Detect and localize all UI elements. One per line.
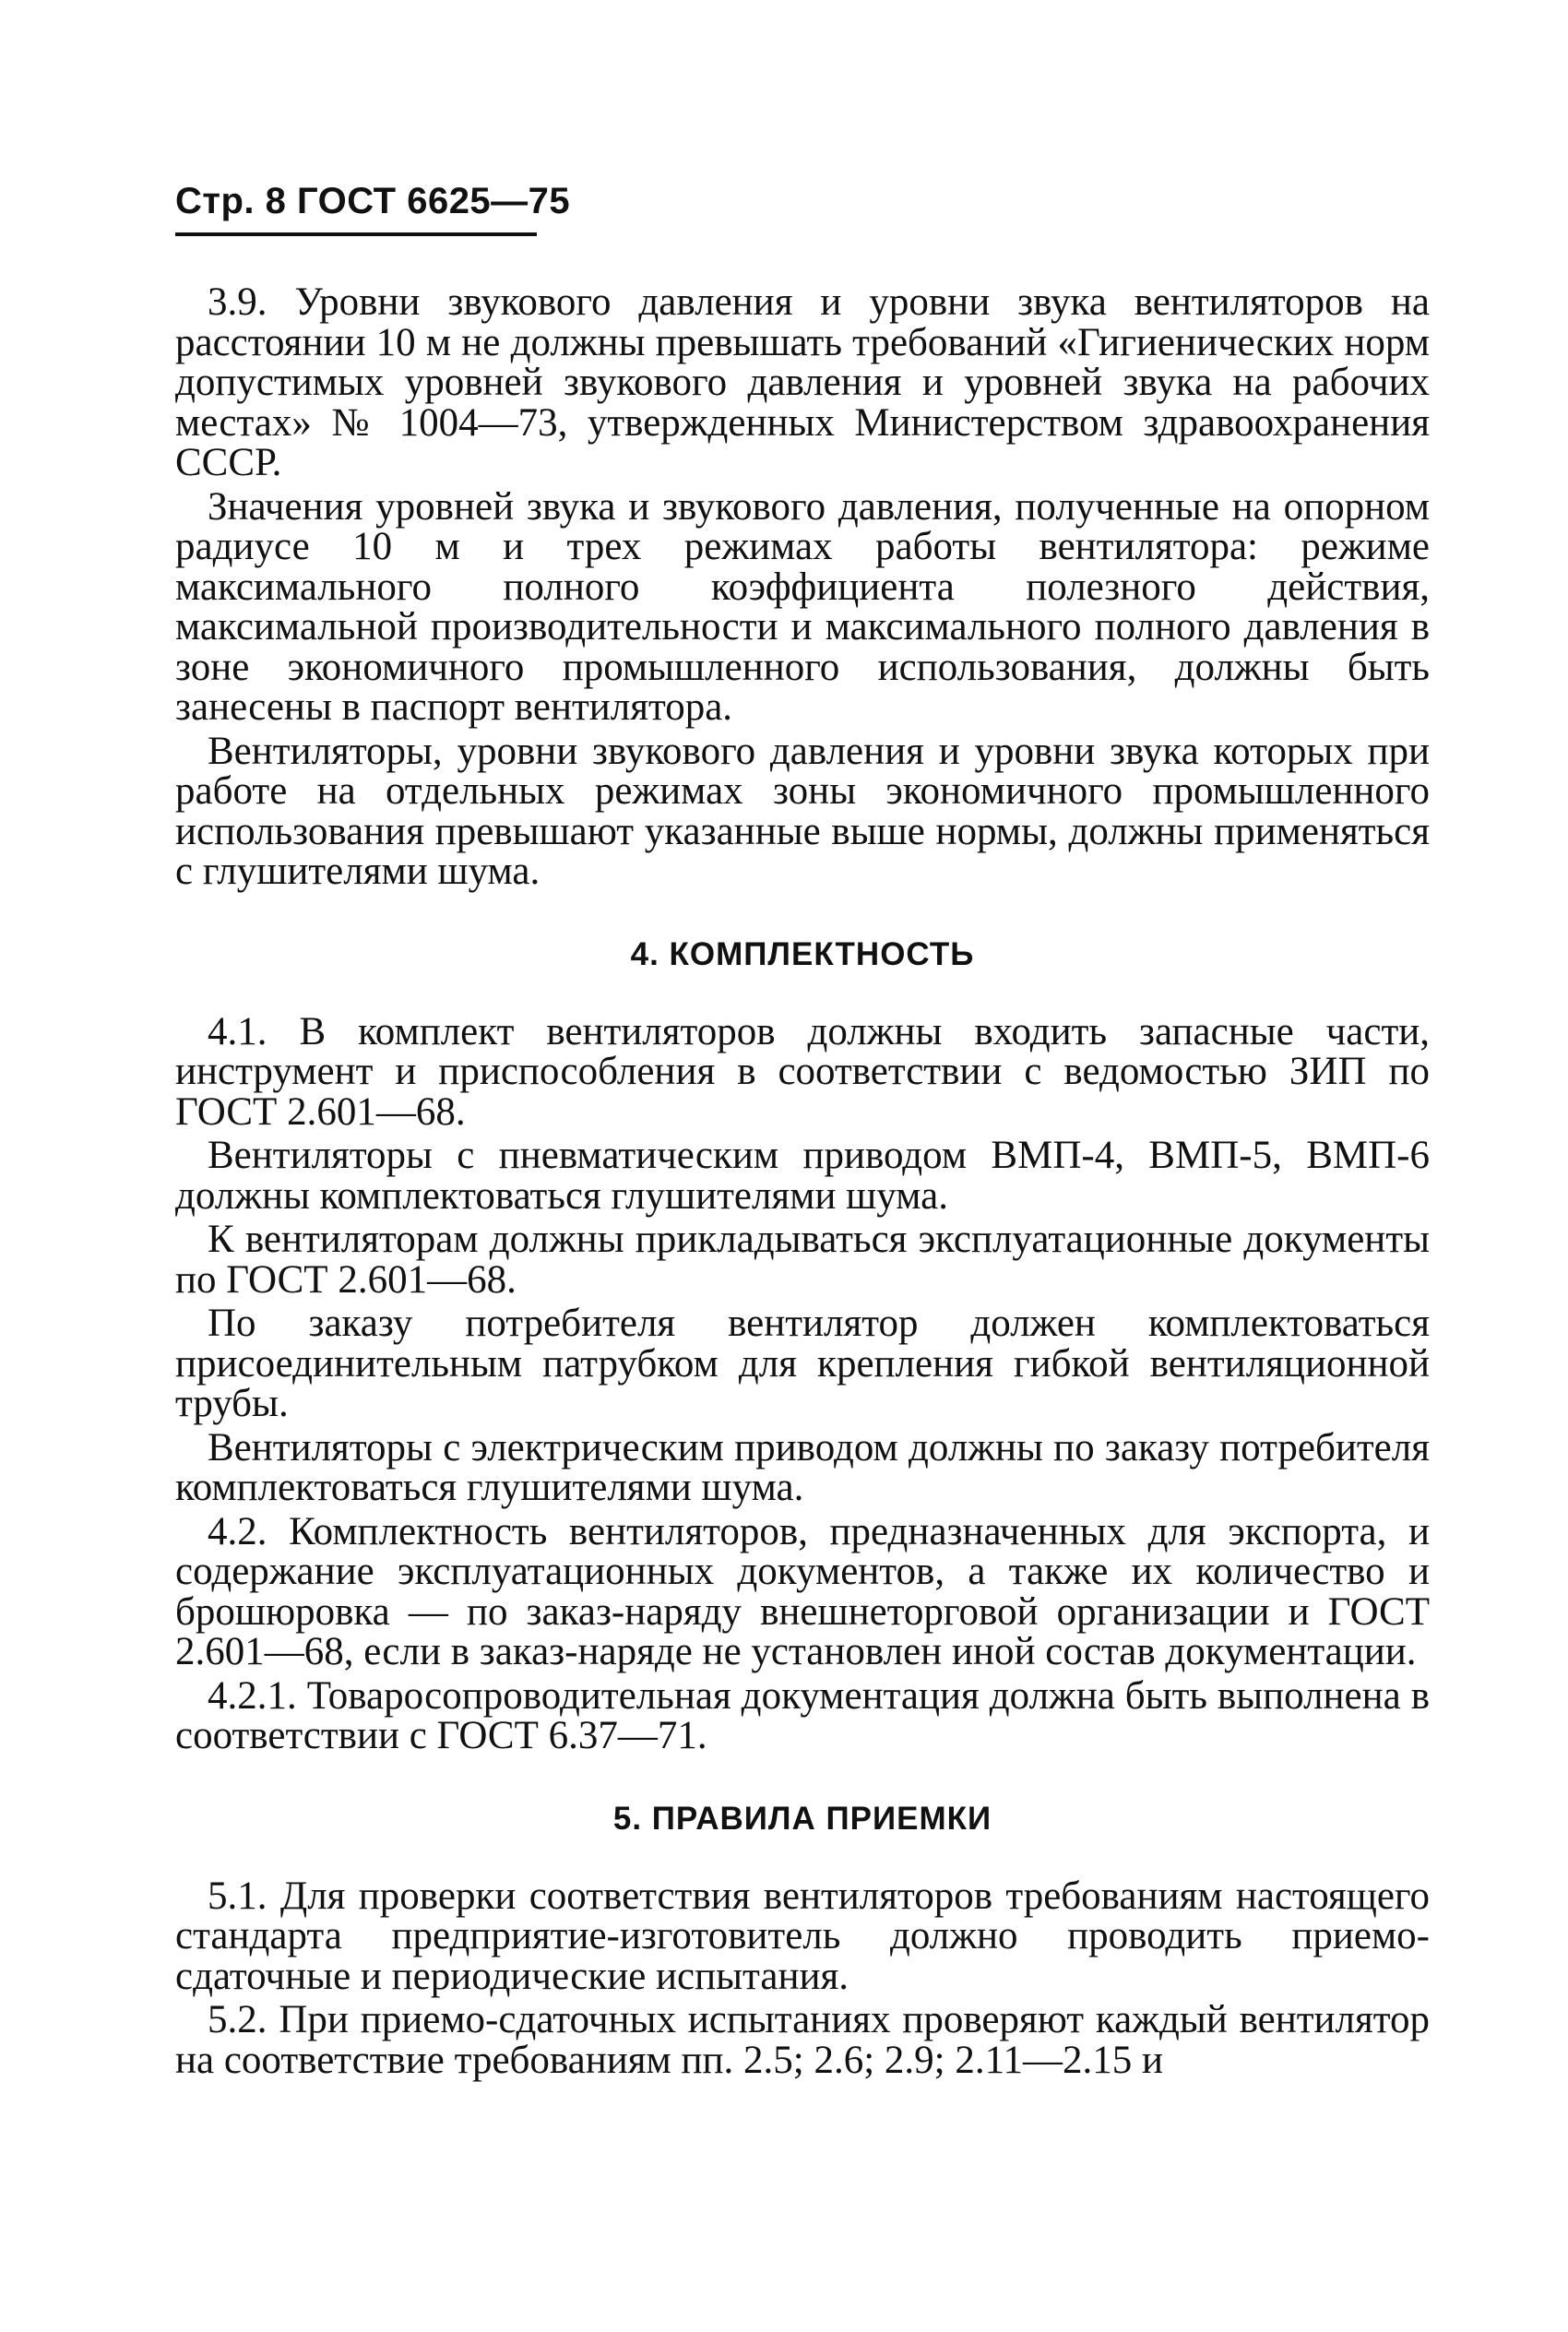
- paragraph-3-9: 3.9. Уровни звукового давления и уровни звука вентиляторов на расстоянии 10 м не должны превышать требований «Гигиенических норм допустимых уровней звукового давления и уровней звука на рабочих местах» № 1004—73, утвержденных Министерством здравоохранения СССР.: [175, 280, 1430, 484]
- paragraph-4-2-1: 4.2.1. Товаросопроводительная документация должна быть выполнена в соответствии с ГОСТ 6.37—71.: [175, 1673, 1430, 1757]
- document-body: [175, 282, 1430, 2084]
- paragraph-4-1-pneumatic: Вентиляторы с пневматическим приводом ВМП-4, ВМП-5, ВМП-6 должны комплектоваться глушителями шума.: [175, 1134, 1430, 1218]
- paragraph-4-1-nozzle: По заказу потребителя вентилятор должен комплектоваться присоединительным патрубком для крепления гибкой вентиляционной трубы.: [175, 1302, 1430, 1425]
- paragraph-5-2: 5.2. При приемо-сдаточных испытаниях проверяют каждый вентилятор на соответствие требованиям пп. 2.5; 2.6; 2.9; 2.11—2.15 и: [175, 1998, 1430, 2082]
- paragraph-5-1: 5.1. Для проверки соответствия вентиляторов требованиям настоящего стандарта предприятие-изготовитель должно проводить приемо-сдаточные и периодические испытания.: [175, 1874, 1430, 1998]
- running-header: Стр. 8 ГОСТ 6625—75: [175, 181, 571, 221]
- header-rule: [175, 232, 537, 236]
- paragraph-3-9-values: Значения уровней звука и звукового давления, полученные на опорном радиусе 10 м и трех режимах работы вентилятора: режиме максимального полного коэффициента полезного действия, максимальной производительности и максимального полного давления в зоне экономичного промышленного использования, должны быть занесены в паспорт вентилятора.: [175, 484, 1430, 729]
- paragraph-4-1-documents: К вентиляторам должны прикладываться эксплуатационные документы по ГОСТ 2.601—68.: [175, 1218, 1430, 1302]
- paragraph-4-1: 4.1. В комплект вентиляторов должны входить запасные части, инструмент и приспособления в соответствии с ведомостью ЗИП по ГОСТ 2.601—68.: [175, 1009, 1430, 1134]
- section-title-completeness: 4. КОМПЛЕКТНОСТЬ: [630, 935, 975, 972]
- paragraph-4-1-electric: Вентиляторы с электрическим приводом должны по заказу потребителя комплектоваться глушителями шума.: [175, 1425, 1430, 1509]
- paragraph-3-9-mufflers: Вентиляторы, уровни звукового давления и уровни звука которых при работе на отдельных режимах зоны экономичного промышленного использования превышают указанные выше нормы, должны применяться с глушителями шума.: [175, 729, 1430, 893]
- section-title-acceptance-rules: 5. ПРАВИЛА ПРИЕМКИ: [612, 1800, 992, 1837]
- paragraph-4-2: 4.2. Комплектность вентиляторов, предназначенных для экспорта, и содержание эксплуатационных документов, а также их количество и брошюровка — по заказ-наряду внешнеторговой организации и ГОСТ 2.601—68, если в заказ-наряде не установлен иной состав документации.: [175, 1509, 1430, 1673]
